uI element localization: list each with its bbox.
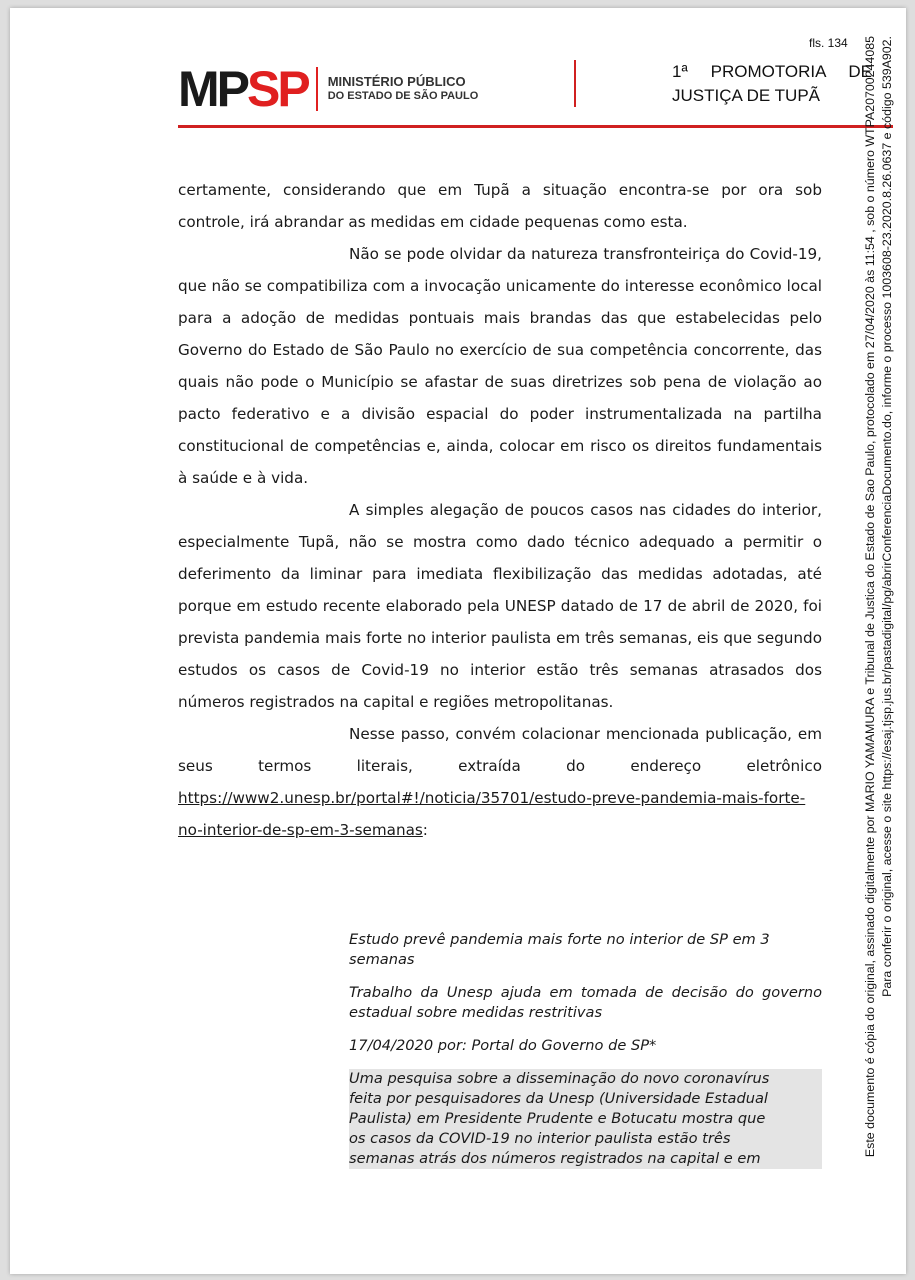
paragraph-4-end: :: [422, 821, 428, 839]
signature-line-2: Para conferir o original, acesse o site https://esaj.tjsp.jus.br/pastadigital/pg/abrirConferenciaDocumento.do, informe o processo 1003608-23.2020.8.26.0637 e código 539A902.: [880, 36, 894, 997]
promotoria-line-2: JUSTIÇA DE TUPÃ: [672, 86, 820, 105]
quote-subtitle: Trabalho da Unesp ajuda em tomada de decisão do governo estadual sobre medidas restritivas: [349, 984, 822, 1021]
logo-mp: MP: [178, 61, 247, 117]
quote-byline: 17/04/2020 por: Portal do Governo de SP*: [349, 1037, 657, 1054]
signature-sidebar: [862, 36, 902, 1266]
logo-line-1: MINISTÉRIO PÚBLICO: [327, 74, 466, 89]
document-page: [10, 8, 906, 1274]
paragraph-2: Não se pode olvidar da natureza transfronteiriça do Covid-19, que não se compatibiliza com a invocação unicamente do interesse econômico local para a adoção de medidas pontuais mais brandas das que estabelecidas pelo Governo do Estado de São Paulo no exercício de sua competência concorrente, das quais não pode o Município se afastar de suas diretrizes sob pena de violação ao pacto federativo e a divisão espacial do poder instrumentalizada na partilha constitucional de competências e, ainda, colocar em risco os direitos fundamentais à saúde e à vida.: [178, 245, 822, 487]
logo-line-2: DO ESTADO DE SÃO PAULO: [327, 90, 479, 102]
quote-line: Paulista) em Presidente Prudente e Botucatu mostra que: [349, 1110, 766, 1127]
quote-title: Estudo prevê pandemia mais forte no interior de SP em 3 semanas: [349, 931, 770, 968]
quote-line: Uma pesquisa sobre a disseminação do novo coronavírus: [349, 1070, 770, 1087]
signature-sidebar-text: [862, 36, 902, 1266]
quoted-article: [349, 930, 822, 1169]
document-body: [178, 174, 822, 846]
logo-text: [328, 74, 479, 104]
paragraph-1: certamente, considerando que em Tupã a situação encontra-se por ora sob controle, irá abrandar as medidas em cidade pequenas como esta.: [178, 181, 822, 231]
quote-line: os casos da COVID-19 no interior paulista estão três: [349, 1130, 731, 1147]
paragraph-4-text: Nesse passo, convém colacionar mencionada publicação, em seus termos literais, extraída do endereço eletrônico: [178, 725, 822, 775]
quote-highlighted-paragraph: [349, 1069, 822, 1169]
mpsp-logo: [178, 61, 479, 117]
folio-number: fls. 134: [809, 36, 848, 50]
unesp-article-link[interactable]: https://www2.unesp.br/portal#!/noticia/35701/estudo-preve-pandemia-mais-forte-no-interior-de-sp-em-3-semanas: [178, 789, 806, 839]
header-divider: [574, 60, 576, 107]
promotoria-line-1: 1ª PROMOTORIA DE: [672, 62, 872, 81]
promotoria-heading: [672, 60, 872, 108]
paragraph-4: [178, 718, 822, 846]
paragraph-3: A simples alegação de poucos casos nas cidades do interior, especialmente Tupã, não se mostra como dado técnico adequado a permitir o deferimento da liminar para imediata flexibilização das medidas adotadas, até porque em estudo recente elaborado pela UNESP datado de 17 de abril de 2020, foi prevista pandemia mais forte no interior paulista em três semanas, eis que segundo estudos os casos de Covid-19 no interior estão três semanas atrasados dos números registrados na capital e regiões metropolitanas.: [178, 501, 822, 711]
signature-line-1: Este documento é cópia do original, assinado digitalmente por MARIO YAMAMURA e Tribunal de Justica do Estado de Sao Paulo, protocolado em 27/04/2020 às 11:54 , sob o número WTPA20700244085: [863, 36, 877, 1158]
header-rule: [178, 125, 893, 128]
logo-sp: SP: [247, 61, 308, 117]
logo-divider: [316, 67, 318, 111]
quote-line: feita por pesquisadores da Unesp (Universidade Estadual: [349, 1090, 768, 1107]
quote-line: semanas atrás dos números registrados na capital e em: [349, 1150, 761, 1167]
